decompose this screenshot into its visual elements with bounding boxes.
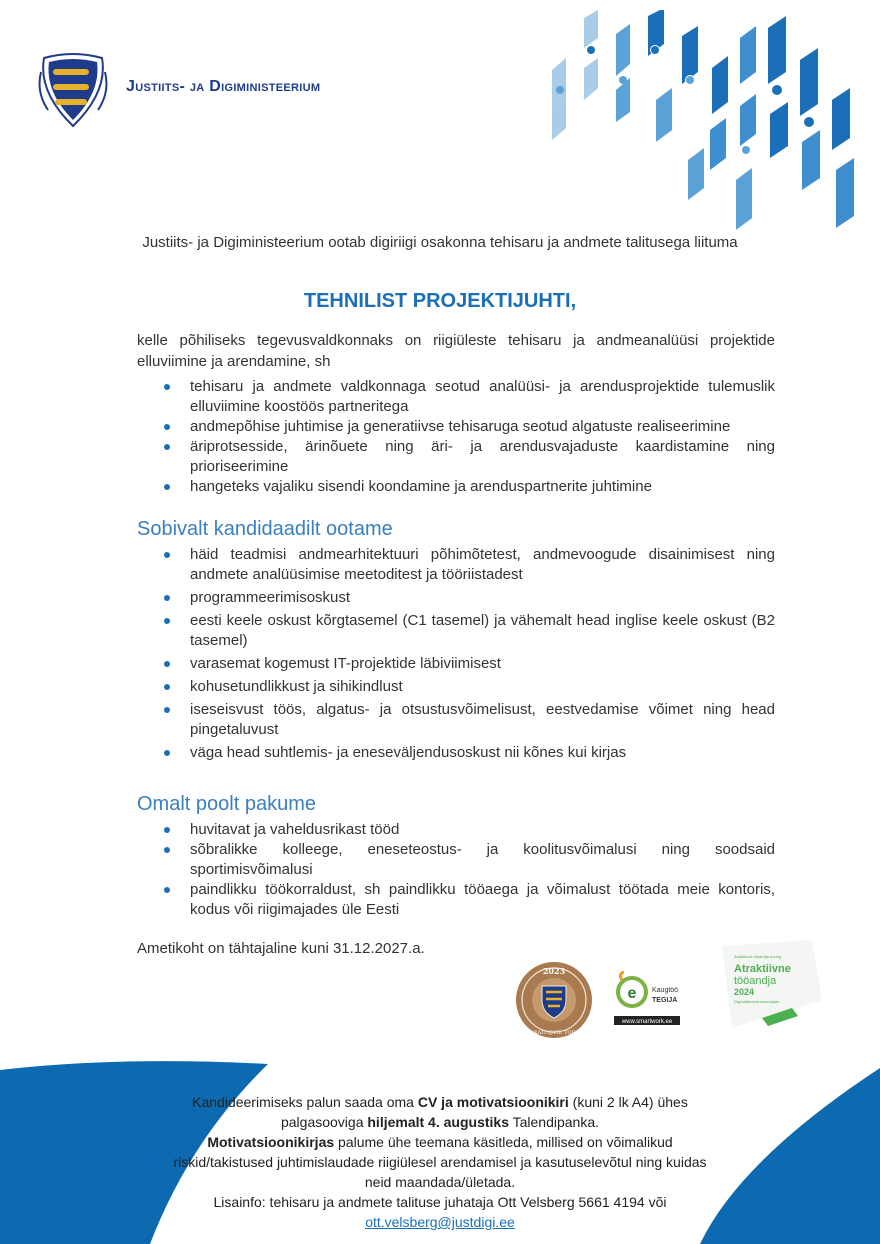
remote-title: Kaugtöö (652, 987, 679, 994)
seal-year: 2023 (542, 966, 566, 976)
footer-line: palgasooviga hiljemalt 4. augustiks Talendipanka. (280, 1114, 600, 1130)
footer-text (160, 1092, 720, 1232)
list-item: sõbralikke kolleege, eneseteostus- ja koolitusvõimalusi ning soodsaid sportimisvõimalusi (137, 840, 775, 880)
footer-line: riskid/takistused juhtimislaudade riigiülesel arendamisel ja kasutuselevõtul ning kuidas (173, 1154, 707, 1170)
list-item: andmepõhise juhtimise ja generatiivse tehisaruga seotud algatuste realiseerimine (137, 417, 775, 437)
footer-line: Kandideerimiseks palun saada oma CV ja motivatsioonikiri (kuni 2 lk A4) ühes (192, 1094, 688, 1110)
badges (510, 940, 840, 1040)
decorative-pattern (540, 10, 870, 246)
attractive-year: 2024 (734, 987, 755, 997)
attractive-line1: Atraktiivne (734, 963, 791, 975)
contact-email-link[interactable]: ott.velsberg@justdigi.ee (365, 1214, 515, 1230)
remote-sub: TEGIJA (652, 997, 678, 1004)
remote-work-badge (614, 972, 680, 1025)
attractive-small: Atraktiivse tööandja uuring (734, 954, 782, 959)
list-item: kohusetundlikkust ja sihikindlust (137, 677, 775, 697)
job-title: TEHNILIST PROJEKTIJUHTI, (303, 290, 577, 312)
list-item: huvitavat ja vaheldusrikast tööd (137, 820, 775, 840)
list-item: varasemat kogemust IT-projektide läbiviimisest (137, 654, 775, 674)
pattern-stripes (552, 10, 854, 230)
term-text: Ametikoht on tähtajaline kuni 31.12.2027.a. (137, 940, 425, 957)
list-item: häid teadmisi andmearhitektuuri põhimõtetest, andmevoogude disainimisest ning andmete analüüsimise meetoditest ja tööriistadest (137, 545, 775, 585)
intro-text: Justiits- ja Digiministeerium ootab digiriigi osakonna tehisaru ja andmete talitusega liituma (142, 234, 738, 251)
coat-of-arms-logo (36, 52, 110, 128)
attractive-employer-badge (722, 940, 822, 1028)
attractive-line2: tööandja (734, 975, 777, 987)
candidates-heading: Sobivalt kandidaadilt ootame (137, 518, 393, 540)
footer-line: Lisainfo: tehisaru ja andmete talituse juhataja Ott Velsberg 5661 4194 või (213, 1194, 667, 1210)
org-name: Justiits- ja Digiministeerium (126, 78, 321, 95)
list-item: paindlikku töökorraldust, sh paindlikku tööaega ja võimalust töötada meie kontoris, kodus või riigimajades üle Eesti (137, 880, 775, 920)
defenders-supporter-seal (516, 962, 592, 1038)
svg-text:e: e (627, 985, 637, 1002)
offer-heading: Omalt poolt pakume (137, 793, 316, 815)
offer-list (137, 820, 775, 920)
list-item: hangeteks vajaliku sisendi koondamine ja arenduspartnerite juhtimine (137, 477, 775, 497)
seal-text: RIIGIKAITSJATE TOETAJA (520, 1030, 588, 1036)
lead-paragraph: kelle põhiliseks tegevusvaldkonnaks on riigiüleste tehisaru ja andmeanalüüsi projektide elluviimine ja arendamine, sh (137, 332, 775, 370)
attractive-sub: Digivaldkonna arendajale (734, 999, 779, 1004)
list-item: väga head suhtlemis- ja eneseväljendusoskust nii kõnes kui kirjas (137, 743, 775, 763)
duties-list (137, 377, 775, 497)
footer-line: Motivatsioonikirjas palume ühe teemana käsitleda, millised on võimalikud (207, 1134, 673, 1150)
candidates-list (137, 545, 775, 766)
list-item: eesti keele oskust kõrgtasemel (C1 tasemel) ja vähemalt head inglise keele oskust (B2 tasemel) (137, 611, 775, 651)
footer-line: neid maandada/ületada. (364, 1174, 516, 1190)
list-item: tehisaru ja andmete valdkonnaga seotud analüüsi- ja arendusprojektide tulemuslik elluviimine koostöös partneritega (137, 377, 775, 417)
list-item: programmeerimisoskust (137, 588, 775, 608)
remote-url: www.smartwork.ee (621, 1019, 673, 1025)
list-item: iseseisvust töös, algatus- ja otsustusvõimelisust, eestvedamise võimet ning head pingetaluvust (137, 700, 775, 740)
list-item: äriprotsesside, ärinõuete ning äri- ja arendusvajaduste kaardistamine ning prioriseerimine (137, 437, 775, 477)
